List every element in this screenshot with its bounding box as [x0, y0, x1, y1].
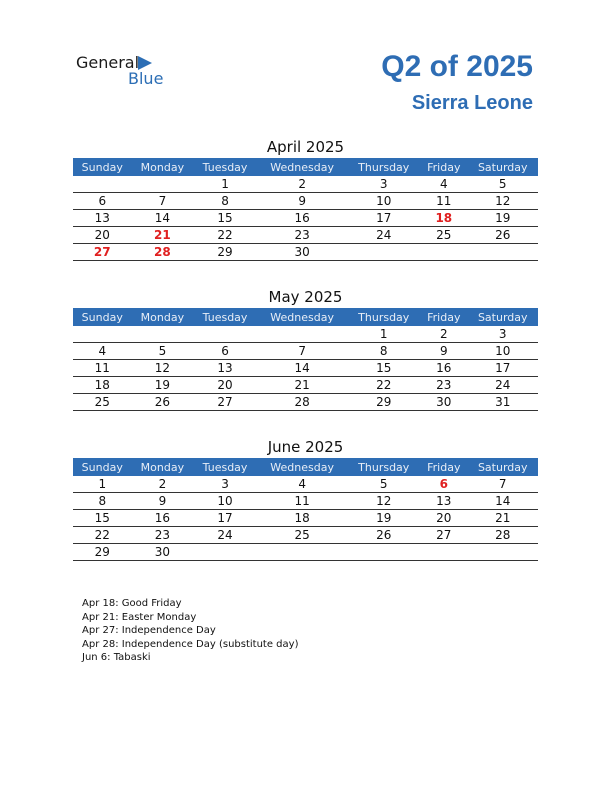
day-cell: 28 — [257, 394, 348, 411]
day-cell: 21 — [467, 510, 538, 527]
day-cell: 14 — [132, 210, 194, 227]
month-title: June 2025 — [267, 438, 344, 456]
day-cell: 29 — [193, 244, 257, 261]
day-cell: 19 — [467, 210, 538, 227]
week-row — [73, 326, 538, 343]
day-cell: 8 — [193, 193, 257, 210]
day-cell: 20 — [420, 510, 467, 527]
day-cell: 5 — [347, 476, 420, 493]
empty-day-cell — [467, 544, 538, 561]
day-cell: 28 — [132, 244, 194, 261]
empty-day-cell — [257, 544, 348, 561]
month-june — [73, 436, 538, 561]
day-cell: 6 — [193, 343, 257, 360]
weekday-header: Friday — [420, 458, 467, 476]
day-cell: 4 — [73, 343, 132, 360]
day-cell: 20 — [73, 227, 132, 244]
day-cell: 8 — [347, 343, 420, 360]
day-cell: 7 — [467, 476, 538, 493]
day-cell: 2 — [132, 476, 194, 493]
month-may — [73, 286, 538, 411]
day-cell: 11 — [420, 193, 467, 210]
week-row — [73, 227, 538, 244]
weekday-header-row — [73, 158, 538, 176]
logo-general-text: General — [76, 53, 140, 72]
day-cell: 19 — [347, 510, 420, 527]
day-cell: 26 — [347, 527, 420, 544]
week-row — [73, 527, 538, 544]
day-cell: 15 — [73, 510, 132, 527]
day-cell: 27 — [420, 527, 467, 544]
day-cell: 8 — [73, 493, 132, 510]
day-cell: 22 — [73, 527, 132, 544]
weekday-header: Sunday — [73, 158, 132, 176]
day-cell: 12 — [347, 493, 420, 510]
empty-day-cell — [73, 176, 132, 193]
weekday-header: Monday — [132, 308, 194, 326]
day-cell: 3 — [347, 176, 420, 193]
week-row — [73, 510, 538, 527]
day-cell: 7 — [132, 193, 194, 210]
day-cell: 15 — [193, 210, 257, 227]
weekday-header: Friday — [420, 308, 467, 326]
week-row — [73, 476, 538, 493]
day-cell: 25 — [420, 227, 467, 244]
day-cell: 17 — [467, 360, 538, 377]
day-cell: 27 — [193, 394, 257, 411]
empty-day-cell — [420, 244, 467, 261]
empty-day-cell — [257, 326, 348, 343]
day-cell: 27 — [73, 244, 132, 261]
holiday-note: Apr 27: Independence Day — [82, 625, 216, 636]
weekday-header: Friday — [420, 158, 467, 176]
day-cell: 10 — [193, 493, 257, 510]
day-cell: 1 — [73, 476, 132, 493]
day-cell: 22 — [193, 227, 257, 244]
day-cell: 22 — [347, 377, 420, 394]
day-cell: 19 — [132, 377, 194, 394]
day-cell: 23 — [257, 227, 348, 244]
day-cell: 26 — [467, 227, 538, 244]
page-title: Q2 of 2025 — [381, 50, 533, 83]
holiday-note: Jun 6: Tabaski — [82, 652, 151, 663]
week-row — [73, 193, 538, 210]
weekday-header: Wednesday — [257, 458, 348, 476]
calendar-table — [73, 158, 538, 261]
empty-day-cell — [132, 176, 194, 193]
day-cell: 21 — [132, 227, 194, 244]
day-cell: 10 — [467, 343, 538, 360]
day-cell: 9 — [132, 493, 194, 510]
day-cell: 10 — [347, 193, 420, 210]
day-cell: 24 — [467, 377, 538, 394]
day-cell: 28 — [467, 527, 538, 544]
day-cell: 24 — [347, 227, 420, 244]
day-cell: 24 — [193, 527, 257, 544]
logo-blue-text: Blue — [128, 69, 164, 88]
day-cell: 6 — [420, 476, 467, 493]
holiday-note: Apr 28: Independence Day (substitute day) — [82, 638, 299, 650]
weekday-header: Sunday — [73, 308, 132, 326]
empty-day-cell — [347, 244, 420, 261]
month-title: May 2025 — [268, 288, 343, 306]
day-cell: 11 — [257, 493, 348, 510]
weekday-header: Tuesday — [193, 308, 257, 326]
weekday-header: Wednesday — [257, 308, 348, 326]
day-cell: 5 — [467, 176, 538, 193]
month-april — [73, 136, 538, 261]
day-cell: 21 — [257, 377, 348, 394]
empty-day-cell — [347, 544, 420, 561]
day-cell: 14 — [257, 360, 348, 377]
day-cell: 30 — [257, 244, 348, 261]
day-cell: 1 — [347, 326, 420, 343]
month-title: April 2025 — [266, 138, 345, 156]
day-cell: 13 — [73, 210, 132, 227]
day-cell: 18 — [257, 510, 348, 527]
day-cell: 11 — [73, 360, 132, 377]
day-cell: 4 — [420, 176, 467, 193]
day-cell: 2 — [257, 176, 348, 193]
empty-day-cell — [193, 326, 257, 343]
day-cell: 3 — [193, 476, 257, 493]
day-cell: 2 — [420, 326, 467, 343]
empty-day-cell — [420, 544, 467, 561]
calendar-table — [73, 308, 538, 411]
weekday-header: Thursday — [347, 458, 420, 476]
weekday-header: Thursday — [347, 158, 420, 176]
holiday-notes — [82, 597, 298, 665]
week-row — [73, 377, 538, 394]
week-row — [73, 544, 538, 561]
week-row — [73, 493, 538, 510]
empty-day-cell — [132, 326, 194, 343]
weekday-header: Saturday — [467, 308, 538, 326]
calendar-table — [73, 458, 538, 561]
day-cell: 17 — [193, 510, 257, 527]
weekday-header-row — [73, 308, 538, 326]
weekday-header: Monday — [132, 158, 194, 176]
weekday-header: Sunday — [73, 458, 132, 476]
day-cell: 1 — [193, 176, 257, 193]
day-cell: 7 — [257, 343, 348, 360]
day-cell: 25 — [73, 394, 132, 411]
day-cell: 23 — [420, 377, 467, 394]
logo — [76, 53, 176, 89]
day-cell: 29 — [73, 544, 132, 561]
holiday-note: Apr 21: Easter Monday — [82, 611, 197, 623]
weekday-header-row — [73, 458, 538, 476]
weekday-header: Tuesday — [193, 158, 257, 176]
weekday-header: Saturday — [467, 458, 538, 476]
empty-day-cell — [193, 544, 257, 561]
week-row — [73, 360, 538, 377]
day-cell: 4 — [257, 476, 348, 493]
day-cell: 18 — [420, 210, 467, 227]
day-cell: 23 — [132, 527, 194, 544]
day-cell: 9 — [257, 193, 348, 210]
day-cell: 16 — [132, 510, 194, 527]
logo-triangle-icon — [138, 56, 152, 70]
day-cell: 16 — [420, 360, 467, 377]
day-cell: 15 — [347, 360, 420, 377]
day-cell: 18 — [73, 377, 132, 394]
week-row — [73, 244, 538, 261]
holiday-note: Apr 18: Good Friday — [82, 598, 182, 609]
week-row — [73, 210, 538, 227]
day-cell: 17 — [347, 210, 420, 227]
day-cell: 26 — [132, 394, 194, 411]
day-cell: 16 — [257, 210, 348, 227]
week-row — [73, 394, 538, 411]
day-cell: 6 — [73, 193, 132, 210]
day-cell: 14 — [467, 493, 538, 510]
day-cell: 13 — [193, 360, 257, 377]
empty-day-cell — [73, 326, 132, 343]
day-cell: 9 — [420, 343, 467, 360]
day-cell: 12 — [467, 193, 538, 210]
day-cell: 30 — [420, 394, 467, 411]
weekday-header: Wednesday — [257, 158, 348, 176]
weekday-header: Tuesday — [193, 458, 257, 476]
day-cell: 13 — [420, 493, 467, 510]
day-cell: 31 — [467, 394, 538, 411]
country-name: Sierra Leone — [411, 92, 533, 114]
day-cell: 25 — [257, 527, 348, 544]
day-cell: 12 — [132, 360, 194, 377]
day-cell: 3 — [467, 326, 538, 343]
day-cell: 20 — [193, 377, 257, 394]
weekday-header: Monday — [132, 458, 194, 476]
day-cell: 29 — [347, 394, 420, 411]
weekday-header: Thursday — [347, 308, 420, 326]
week-row — [73, 176, 538, 193]
weekday-header: Saturday — [467, 158, 538, 176]
day-cell: 30 — [132, 544, 194, 561]
day-cell: 5 — [132, 343, 194, 360]
week-row — [73, 343, 538, 360]
empty-day-cell — [467, 244, 538, 261]
